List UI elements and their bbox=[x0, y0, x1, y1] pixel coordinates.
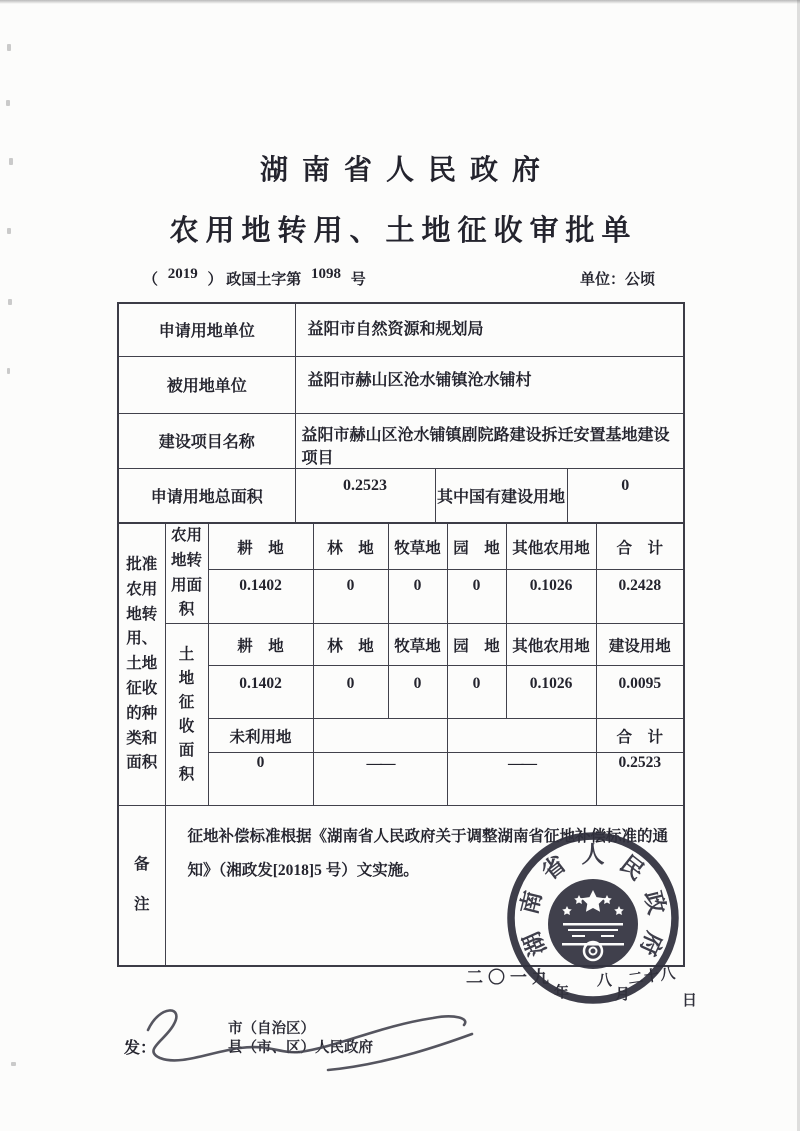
land-holder-value: 益阳市赫山区沧水铺镇沧水铺村 bbox=[295, 356, 684, 413]
approval-side-label-text: 批准农用地转用、土地征收的种类和面积 bbox=[126, 556, 158, 772]
expropriation-other-agri: 0.1026 bbox=[506, 666, 596, 719]
remarks-text: 征地补偿标准根据《湖南省人民政府关于调整湖南省征地补偿标准的通知》（湘政发[2018]5 号）文实施。 bbox=[187, 828, 669, 879]
scan-speck bbox=[7, 368, 10, 374]
unused-total-label: 合 计 bbox=[596, 719, 684, 753]
state-construction-value: 0 bbox=[567, 468, 684, 523]
col-header-total: 合 计 bbox=[596, 523, 684, 570]
conversion-grassland: 0 bbox=[388, 570, 447, 624]
conversion-other-agri: 0.1026 bbox=[506, 570, 596, 624]
conversion-total: 0.2428 bbox=[596, 570, 684, 624]
unused-empty-cell bbox=[447, 719, 596, 753]
date-day: 二十八 bbox=[627, 965, 678, 989]
expropriation-group-text: 土地征收面积 bbox=[178, 645, 195, 783]
scan-speck bbox=[6, 100, 10, 106]
col-header-other-agri: 其他农用地 bbox=[506, 523, 596, 570]
conversion-group-label bbox=[165, 523, 208, 624]
col-header-forest: 林 地 bbox=[313, 523, 388, 570]
info-table bbox=[117, 302, 685, 524]
signature-stroke bbox=[148, 1010, 300, 1060]
seal-char: 政 bbox=[639, 888, 670, 917]
seal-char: 南 bbox=[516, 888, 547, 917]
remarks-side-label bbox=[118, 806, 165, 966]
remarks-side-text: 备注 bbox=[133, 856, 150, 914]
project-name-label: 建设项目名称 bbox=[118, 413, 295, 468]
col-header-grassland: 牧草地 bbox=[388, 523, 447, 570]
issue-line-2: 县（市、区）人民政府 bbox=[228, 1040, 373, 1056]
scan-speck bbox=[8, 299, 12, 305]
scan-speck bbox=[7, 228, 11, 234]
table-row bbox=[118, 303, 684, 356]
date-day-suffix: 日 bbox=[682, 993, 698, 1009]
unused-dash: —— bbox=[313, 753, 447, 806]
col-header-construction: 建设用地 bbox=[596, 624, 684, 666]
issue-line-1: 市（自治区） bbox=[228, 1021, 315, 1037]
unit-label: 单位：公顷 bbox=[579, 272, 655, 288]
docno-open-paren: （ bbox=[143, 272, 159, 288]
date-month-suffix: 月 bbox=[615, 987, 631, 1003]
seal-char: 民 bbox=[615, 851, 649, 885]
expropriation-garden: 0 bbox=[447, 666, 506, 719]
document-number bbox=[143, 268, 366, 289]
expropriation-forest: 0 bbox=[313, 666, 388, 719]
docno-label: 政国土字第 bbox=[226, 272, 302, 288]
col-header-forest: 林 地 bbox=[313, 624, 388, 666]
total-area-label: 申请用地总面积 bbox=[118, 468, 295, 523]
conversion-cultivated: 0.1402 bbox=[208, 570, 313, 624]
unused-land-label: 未利用地 bbox=[208, 719, 313, 753]
docno-number: 1098 bbox=[311, 266, 342, 282]
docno-close-paren: ） bbox=[207, 272, 223, 288]
seal-char: 湖 bbox=[518, 928, 552, 960]
page-subtitle: 农用地转用、土地征收审批单 bbox=[169, 215, 638, 247]
expropriation-grassland: 0 bbox=[388, 666, 447, 719]
table-row bbox=[118, 468, 684, 523]
seal-char: 省 bbox=[537, 851, 571, 885]
unused-land-value: 0 bbox=[208, 753, 313, 806]
conversion-forest: 0 bbox=[313, 570, 388, 624]
col-header-garden: 园 地 bbox=[447, 624, 506, 666]
scan-speck bbox=[7, 44, 11, 51]
seal-char: 人 bbox=[581, 842, 605, 867]
project-name-value: 益阳市赫山区沧水铺镇剧院路建设拆迁安置基地建设项目 bbox=[295, 413, 684, 468]
unused-empty-cell bbox=[313, 719, 447, 753]
date-month: 八 bbox=[597, 973, 613, 989]
unused-total-value: 0.2523 bbox=[596, 753, 684, 806]
expropriation-construction: 0.0095 bbox=[596, 666, 684, 719]
col-header-other-agri: 其他农用地 bbox=[506, 624, 596, 666]
col-header-cultivated: 耕 地 bbox=[208, 523, 313, 570]
unused-dash: —— bbox=[447, 753, 596, 806]
col-header-grassland: 牧草地 bbox=[388, 624, 447, 666]
applicant-unit-value: 益阳市自然资源和规划局 bbox=[295, 303, 684, 356]
state-construction-label: 其中国有建设用地 bbox=[435, 468, 567, 523]
scan-speck bbox=[11, 1062, 16, 1066]
seal-char: 府 bbox=[634, 928, 668, 960]
docno-suffix: 号 bbox=[350, 272, 366, 288]
expropriation-group-label bbox=[165, 624, 208, 806]
expropriation-cultivated: 0.1402 bbox=[208, 666, 313, 719]
date-year: 二〇一九 bbox=[466, 968, 554, 987]
page-title: 湖南省人民政府 bbox=[259, 155, 554, 186]
handwritten-signature bbox=[128, 992, 478, 1082]
document-number-line bbox=[117, 265, 683, 289]
total-area-value: 0.2523 bbox=[295, 468, 435, 523]
col-header-garden: 园 地 bbox=[447, 523, 506, 570]
scan-speck bbox=[9, 158, 13, 165]
table-row bbox=[118, 356, 684, 413]
table-row bbox=[118, 523, 684, 570]
conversion-garden: 0 bbox=[447, 570, 506, 624]
applicant-unit-label: 申请用地单位 bbox=[118, 303, 295, 356]
col-header-cultivated: 耕 地 bbox=[208, 624, 313, 666]
table-row bbox=[118, 624, 684, 666]
national-emblem-icon bbox=[548, 879, 638, 969]
approval-side-label bbox=[118, 523, 165, 806]
issue-label: 发： bbox=[124, 1040, 157, 1057]
table-row bbox=[118, 413, 684, 468]
date-year-suffix: 年 bbox=[554, 985, 570, 1001]
conversion-group-text: 农用地转用面积 bbox=[170, 527, 202, 619]
docno-year: 2019 bbox=[167, 266, 198, 282]
land-holder-label: 被用地单位 bbox=[118, 356, 295, 413]
signature-stroke bbox=[300, 1016, 465, 1052]
